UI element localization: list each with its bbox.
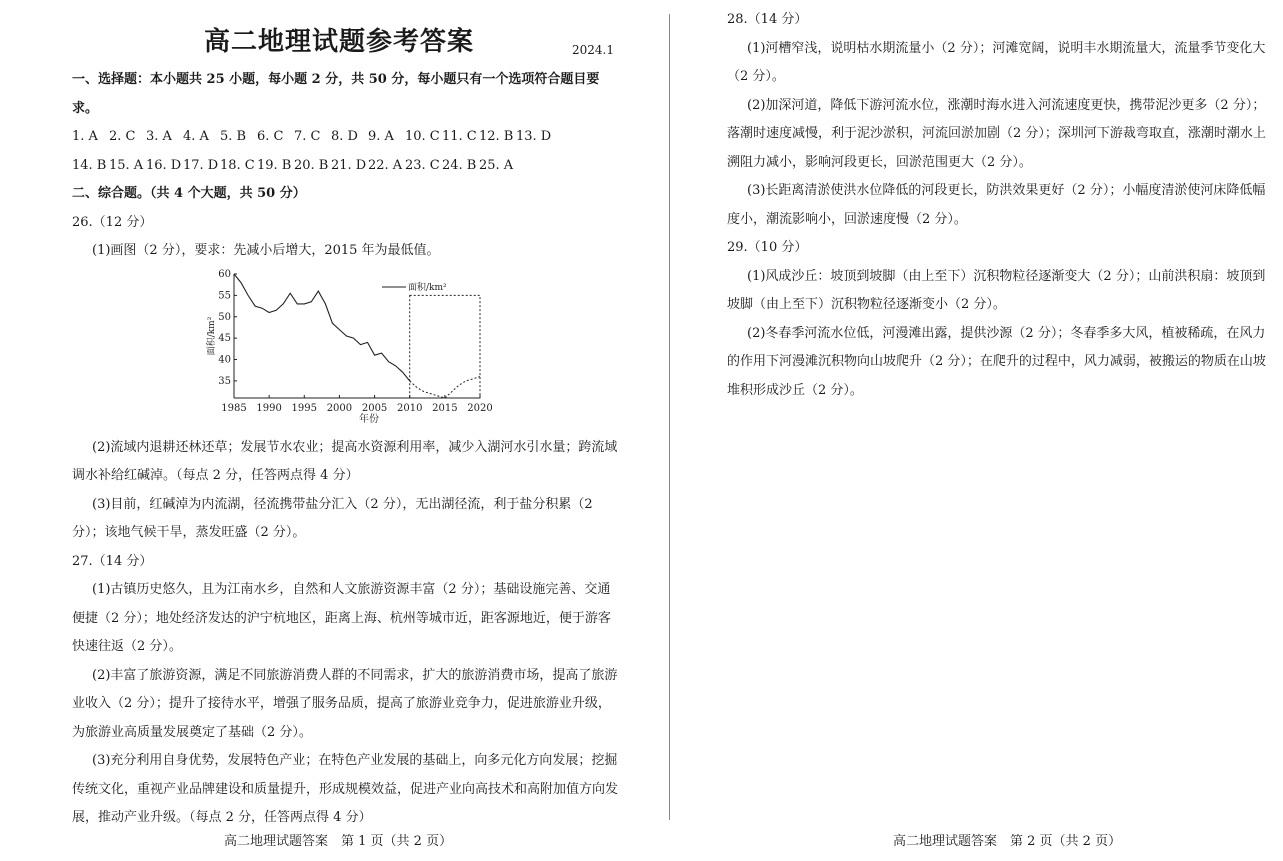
y-tick-label: 45: [218, 332, 231, 344]
answer-item: 20. B: [294, 157, 329, 173]
y-axis-label: 面积/km²: [207, 316, 217, 355]
dashed-region: [410, 295, 480, 398]
page-2-column: [727, 6, 1273, 405]
footer-page-1: 高二地理试题答案 第 1 页（共 2 页）: [224, 834, 453, 849]
x-tick-label: 2015: [432, 402, 458, 414]
section-2-heading: 二、综合题。（共 4 个大题，共 50 分）: [72, 186, 306, 201]
answer-item: 18. C: [220, 157, 255, 173]
answer-item: 14. B: [72, 157, 107, 173]
q27-part3: (3)充分利用自身优势，发展特色产业；在特色产业发展的基础上，向多元化方向发展；挖掘传统文化，重视产业品牌建设和质量提升，形成规模效益，促进产业向高技术和高附加值方向发展，推动产业升级。（每点 2 分，任答两点得 4 分）: [72, 753, 619, 825]
answer-item: 2. C: [109, 129, 136, 144]
x-tick-label: 2000: [326, 402, 353, 414]
x-tick-label: 2010: [396, 402, 423, 414]
q26-label: 26.（12 分）: [72, 214, 153, 230]
x-tick-label: 2020: [467, 402, 493, 414]
y-tick-label: 50: [218, 311, 231, 323]
answer-item: 11. C: [442, 129, 477, 144]
answer-item: 17. D: [183, 157, 219, 173]
q28-part1: (1)河槽窄浅，说明枯水期流量小（2 分）；河滩宽阔，说明丰水期流量大，流量季节变化大（2 分）。: [727, 40, 1266, 84]
x-tick-label: 1985: [221, 402, 247, 414]
answer-item: 24. B: [442, 157, 477, 173]
q27-part1: (1)古镇历史悠久，且为江南水乡，自然和人文旅游资源丰富（2 分）；基础设施完善、交通便捷（2 分）；地处经济发达的沪宁杭地区，距离上海、杭州等城市近，距客源地近，便于游客快速往返（2 分）。: [72, 582, 611, 654]
q28-label: 28.（14 分）: [727, 12, 808, 27]
answer-item: 3. A: [146, 129, 172, 144]
section-1-heading: 一、选择题：本小题共 25 小题，每小题 2 分，共 50 分，每小题只有一个选项符合题目要求。: [72, 72, 600, 116]
chart-svg: [72, 266, 620, 434]
q26-part1: (1)画图（2 分），要求：先减小后增大，2015 年为最低值。: [92, 243, 440, 258]
footer-page-2: 高二地理试题答案 第 2 页（共 2 页）: [893, 834, 1122, 849]
answer-item: 16. D: [146, 157, 182, 173]
exam-date: 2024.1: [572, 43, 614, 57]
legend-label: 面积/km²: [408, 282, 447, 293]
y-tick-label: 35: [218, 375, 231, 387]
q29-part2: (2)冬春季河流水位低，河漫滩出露，提供沙源（2 分）；冬春季多大风，植被稀疏，在风力的作用下河漫滩沉积物向山坡爬升（2 分）；在爬升的过程中，风力减弱，被搬运的物质在山坡堆积形成沙丘（2 分）。: [727, 325, 1266, 398]
x-tick-label: 1990: [256, 402, 282, 414]
answer-item: 1. A: [72, 129, 98, 144]
q26-part3: (3)目前，红碱淖为内流湖，径流携带盐分汇入（2 分），无出湖径流，利于盐分积累（2 分）；该地气候干旱，蒸发旺盛（2 分）。: [72, 496, 593, 540]
y-tick-label: 40: [218, 354, 231, 366]
answer-item: 19. B: [257, 157, 292, 173]
x-tick-label: 2005: [361, 402, 388, 414]
x-axis-label: 年份: [359, 413, 379, 425]
answer-item: 10. C: [405, 129, 440, 144]
page-divider: [669, 14, 670, 820]
answer-item: 4. A: [183, 129, 209, 144]
q28-part3: (3)长距离清淤使洪水位降低的河段更长，防洪效果更好（2 分）；小幅度清淤使河床降低幅度小，潮流影响小，回淤速度慢（2 分）。: [727, 183, 1266, 227]
answer-item: 25. A: [479, 157, 514, 173]
answer-item: 23. C: [405, 157, 440, 173]
answer-item: 22. A: [368, 157, 403, 173]
answer-item: 12. B: [479, 129, 514, 144]
y-tick-label: 55: [218, 289, 231, 301]
q26-part2: (2)流域内退耕还林还草；发展节水农业；提高水资源利用率，减少入湖河水引水量；跨流域调水补给红碱淖。（每点 2 分，任答两点得 4 分）: [72, 439, 618, 483]
q27-part2: (2)丰富了旅游资源，满足不同旅游消费人群的不同需求，扩大的旅游消费市场，提高了旅游业收入（2 分）；提升了接待水平，增强了服务品质，提高了旅游业竞争力，促进旅游业升级，为旅游业高质量发展奠定了基础（2 分）。: [72, 667, 618, 740]
answer-item: 21. D: [331, 157, 367, 173]
lake-area-chart: [72, 266, 620, 434]
answer-row-1: [72, 123, 620, 152]
answer-row-2: [72, 152, 620, 181]
page-1-column: [72, 22, 620, 833]
area-line-observed: [234, 274, 410, 381]
x-tick-label: 1995: [291, 402, 318, 414]
answer-item: 13. D: [516, 129, 552, 144]
answer-item: 6. C: [257, 129, 284, 144]
answer-item: 8. D: [331, 129, 358, 144]
y-tick-label: 60: [218, 268, 231, 280]
page-title: 高二地理试题参考答案: [204, 27, 475, 57]
area-line-drawn: [410, 376, 480, 397]
q28-part2: (2)加深河道，降低下游河流水位，涨潮时海水进入河流速度更快，携带泥沙更多（2 分）；落潮时速度减慢，利于泥沙淤积，河流回淤加剧（2 分）；深圳河下游裁弯取直，涨潮时潮水上溯阻力减小，影响河段更长，回淤范围更大（2 分）。: [727, 97, 1266, 170]
answer-item: 9. A: [368, 129, 394, 144]
answer-item: 5. B: [220, 129, 247, 144]
answer-item: 15. A: [109, 157, 144, 173]
q27-label: 27.（14 分）: [72, 553, 153, 569]
q29-label: 29.（10 分）: [727, 240, 808, 255]
q29-part1: (1)风成沙丘：坡顶到坡脚（由上至下）沉积物粒径逐渐变大（2 分）；山前洪积扇：坡顶到坡脚（由上至下）沉积物粒径逐渐变小（2 分）。: [727, 268, 1266, 312]
answer-item: 7. C: [294, 129, 321, 144]
